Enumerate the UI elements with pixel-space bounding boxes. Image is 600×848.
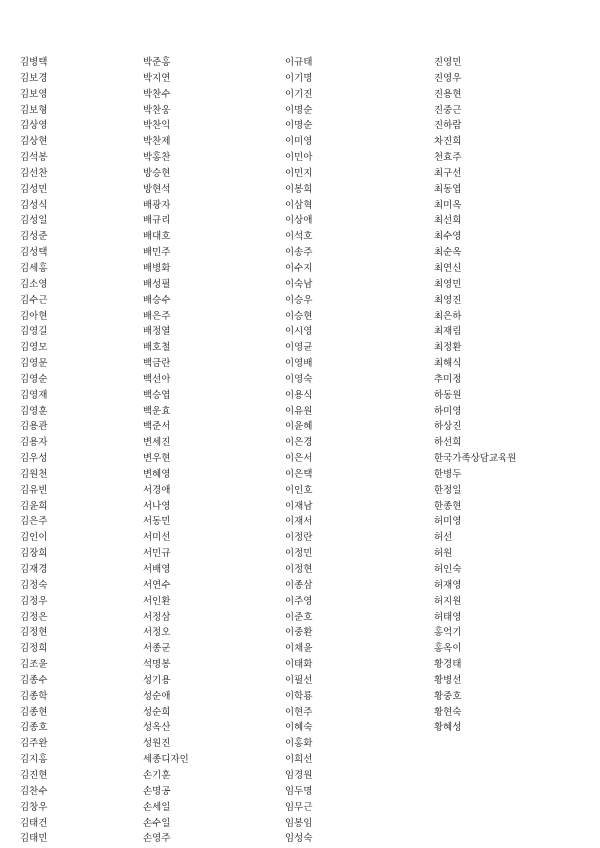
name-cell: 성원진 bbox=[143, 738, 171, 750]
name-cell: 최재림 bbox=[434, 326, 462, 338]
name-cell: 서미선 bbox=[143, 532, 171, 544]
name-cell: 한국가족상담교육원 bbox=[434, 453, 517, 465]
name-cell: 김종학 bbox=[20, 690, 48, 702]
name-cell: 김찬수 bbox=[20, 785, 48, 797]
name-cell: 김창우 bbox=[20, 801, 48, 813]
name-cell: 서정삼 bbox=[143, 611, 171, 623]
name-cell: 변세진 bbox=[143, 437, 171, 449]
name-cell: 김정은 bbox=[20, 611, 48, 623]
name-cell: 이준호 bbox=[285, 611, 313, 623]
table-row bbox=[0, 514, 600, 530]
name-cell: 진영우 bbox=[434, 72, 462, 84]
name-cell: 최순옥 bbox=[434, 247, 462, 259]
table-row bbox=[0, 324, 600, 340]
name-cell: 황중호 bbox=[434, 690, 462, 702]
name-cell: 이유원 bbox=[285, 405, 313, 417]
name-cell: 이삼혁 bbox=[285, 199, 313, 211]
name-cell: 성순애 bbox=[143, 690, 171, 702]
table-row bbox=[0, 435, 600, 451]
name-cell: 김석봉 bbox=[20, 152, 48, 164]
name-cell: 이학룡 bbox=[285, 690, 313, 702]
name-cell: 홍억기 bbox=[434, 627, 462, 639]
name-cell: 김세홍 bbox=[20, 262, 48, 274]
table-row bbox=[0, 578, 600, 594]
name-cell: 배호철 bbox=[143, 342, 171, 354]
name-cell: 이정란 bbox=[285, 532, 313, 544]
name-cell: 배광자 bbox=[143, 199, 171, 211]
name-cell: 한병두 bbox=[434, 468, 462, 480]
name-cell: 이윤혜 bbox=[285, 421, 313, 433]
name-cell: 김윤희 bbox=[20, 500, 48, 512]
name-cell: 허태영 bbox=[434, 611, 462, 623]
name-cell: 김용자 bbox=[20, 437, 48, 449]
name-cell: 이시영 bbox=[285, 326, 313, 338]
name-cell: 서민규 bbox=[143, 548, 171, 560]
name-cell: 허지원 bbox=[434, 595, 462, 607]
name-cell: 손세일 bbox=[143, 801, 171, 813]
name-cell: 하동원 bbox=[434, 389, 462, 401]
table-row bbox=[0, 356, 600, 372]
name-cell: 한종현 bbox=[434, 500, 462, 512]
name-cell: 이송주 bbox=[285, 247, 313, 259]
name-cell: 이종삼 bbox=[285, 579, 313, 591]
name-cell: 김선찬 bbox=[20, 167, 48, 179]
name-list bbox=[0, 55, 600, 847]
name-cell: 배은주 bbox=[143, 310, 171, 322]
name-cell: 백선아 bbox=[143, 373, 171, 385]
name-cell: 김종현 bbox=[20, 706, 48, 718]
name-cell: 서정오 bbox=[143, 627, 171, 639]
table-row bbox=[0, 673, 600, 689]
name-cell: 김상영 bbox=[20, 120, 48, 132]
table-row bbox=[0, 55, 600, 71]
table-row bbox=[0, 705, 600, 721]
name-cell: 이희선 bbox=[285, 754, 313, 766]
name-cell: 김조윤 bbox=[20, 659, 48, 671]
name-cell: 김성식 bbox=[20, 199, 48, 211]
table-row bbox=[0, 372, 600, 388]
table-row bbox=[0, 166, 600, 182]
name-cell: 이미영 bbox=[285, 136, 313, 148]
name-cell: 이민아 bbox=[285, 152, 313, 164]
name-cell: 백승엽 bbox=[143, 389, 171, 401]
name-cell: 석명봉 bbox=[143, 659, 171, 671]
name-cell: 배성필 bbox=[143, 278, 171, 290]
name-cell: 김영훈 bbox=[20, 405, 48, 417]
name-cell: 김영길 bbox=[20, 326, 48, 338]
name-cell: 박준홍 bbox=[143, 57, 171, 68]
name-cell: 차진희 bbox=[434, 136, 462, 148]
table-row bbox=[0, 467, 600, 483]
name-cell: 추미정 bbox=[434, 373, 462, 385]
name-cell: 세종디자인 bbox=[143, 754, 189, 766]
name-cell: 이중환 bbox=[285, 627, 313, 639]
name-cell: 진중근 bbox=[434, 104, 462, 116]
name-cell: 박찬제 bbox=[143, 136, 171, 148]
name-cell: 김성일 bbox=[20, 215, 48, 227]
name-cell: 김재경 bbox=[20, 564, 48, 575]
name-cell: 손수일 bbox=[143, 817, 171, 829]
name-cell: 배대호 bbox=[143, 231, 171, 243]
name-cell: 김종호 bbox=[20, 722, 48, 734]
name-cell: 허선 bbox=[434, 532, 453, 544]
name-cell: 김은주 bbox=[20, 516, 48, 528]
name-cell: 김주완 bbox=[20, 738, 48, 750]
name-cell: 임무근 bbox=[285, 801, 313, 813]
table-row bbox=[0, 689, 600, 705]
name-cell: 최은하 bbox=[434, 310, 462, 322]
table-row bbox=[0, 831, 600, 847]
name-cell: 이정현 bbox=[285, 564, 313, 575]
name-cell: 김아현 bbox=[20, 310, 48, 322]
name-cell: 이영숙 bbox=[285, 373, 313, 385]
table-row bbox=[0, 182, 600, 198]
name-cell: 하미영 bbox=[434, 405, 462, 417]
table-row bbox=[0, 388, 600, 404]
name-cell: 김정희 bbox=[20, 643, 48, 655]
name-cell: 이필선 bbox=[285, 674, 313, 686]
name-cell: 배병화 bbox=[143, 262, 171, 274]
name-cell: 이영균 bbox=[285, 342, 313, 354]
name-cell: 홍옥이 bbox=[434, 643, 462, 655]
name-cell: 임두명 bbox=[285, 785, 313, 797]
name-cell: 배정열 bbox=[143, 326, 171, 338]
name-cell: 박찬익 bbox=[143, 120, 171, 132]
name-cell: 배민주 bbox=[143, 247, 171, 259]
name-cell: 이명순 bbox=[285, 120, 313, 132]
name-cell: 최영민 bbox=[434, 278, 462, 290]
name-cell: 김보형 bbox=[20, 104, 48, 116]
name-cell: 김지홍 bbox=[20, 754, 48, 766]
table-row bbox=[0, 641, 600, 657]
table-row bbox=[0, 198, 600, 214]
name-cell: 김정숙 bbox=[20, 579, 48, 591]
table-row bbox=[0, 118, 600, 134]
table-row bbox=[0, 134, 600, 150]
name-cell: 이영배 bbox=[285, 358, 313, 370]
table-row bbox=[0, 657, 600, 673]
name-cell: 백금란 bbox=[143, 358, 171, 370]
table-row bbox=[0, 404, 600, 420]
name-cell: 이기명 bbox=[285, 72, 313, 84]
table-row bbox=[0, 610, 600, 626]
name-cell: 이석호 bbox=[285, 231, 313, 243]
name-cell: 이재서 bbox=[285, 516, 313, 528]
name-cell: 허미영 bbox=[434, 516, 462, 528]
name-cell: 하선희 bbox=[434, 437, 462, 449]
name-cell: 김태민 bbox=[20, 833, 48, 845]
name-cell: 김정우 bbox=[20, 595, 48, 607]
name-cell: 이규태 bbox=[285, 57, 313, 68]
name-cell: 김보경 bbox=[20, 72, 48, 84]
name-cell: 김성택 bbox=[20, 247, 48, 259]
name-cell: 김정현 bbox=[20, 627, 48, 639]
table-row bbox=[0, 293, 600, 309]
name-cell: 이상애 bbox=[285, 215, 313, 227]
table-row bbox=[0, 261, 600, 277]
table-row bbox=[0, 150, 600, 166]
name-cell: 최정환 bbox=[434, 342, 462, 354]
name-cell: 김종수 bbox=[20, 674, 48, 686]
name-cell: 이민지 bbox=[285, 167, 313, 179]
name-cell: 이용식 bbox=[285, 389, 313, 401]
name-cell: 진영민 bbox=[434, 57, 462, 68]
table-row bbox=[0, 213, 600, 229]
name-cell: 김영모 bbox=[20, 342, 48, 354]
name-cell: 배승수 bbox=[143, 294, 171, 306]
name-cell: 성기용 bbox=[143, 674, 171, 686]
name-cell: 백운효 bbox=[143, 405, 171, 417]
name-cell: 이은택 bbox=[285, 468, 313, 480]
name-cell: 김상현 bbox=[20, 136, 48, 148]
name-cell: 최연신 bbox=[434, 262, 462, 274]
name-cell: 손명공 bbox=[143, 785, 171, 797]
table-row bbox=[0, 277, 600, 293]
table-row bbox=[0, 483, 600, 499]
name-cell: 이숙남 bbox=[285, 278, 313, 290]
name-cell: 이승현 bbox=[285, 310, 313, 322]
name-cell: 김보영 bbox=[20, 88, 48, 100]
name-cell: 진용현 bbox=[434, 88, 462, 100]
table-row bbox=[0, 71, 600, 87]
name-cell: 김병택 bbox=[20, 57, 48, 68]
table-row bbox=[0, 800, 600, 816]
name-cell: 이홍화 bbox=[285, 738, 313, 750]
name-cell: 서연수 bbox=[143, 579, 171, 591]
name-cell: 김유빈 bbox=[20, 484, 48, 496]
name-cell: 김태건 bbox=[20, 817, 48, 829]
name-cell: 방현석 bbox=[143, 183, 171, 195]
name-cell: 최구선 bbox=[434, 167, 462, 179]
name-cell: 서나영 bbox=[143, 500, 171, 512]
name-cell: 김원천 bbox=[20, 468, 48, 480]
name-cell: 이태화 bbox=[285, 659, 313, 671]
name-cell: 김성준 bbox=[20, 231, 48, 243]
name-cell: 황병선 bbox=[434, 674, 462, 686]
name-cell: 서경애 bbox=[143, 484, 171, 496]
name-cell: 최미옥 bbox=[434, 199, 462, 211]
name-cell: 허원 bbox=[434, 548, 453, 560]
name-cell: 서인환 bbox=[143, 595, 171, 607]
name-cell: 김용관 bbox=[20, 421, 48, 433]
name-cell: 성옥산 bbox=[143, 722, 171, 734]
name-cell: 방승현 bbox=[143, 167, 171, 179]
name-cell: 이명순 bbox=[285, 104, 313, 116]
table-row bbox=[0, 594, 600, 610]
name-cell: 이재남 bbox=[285, 500, 313, 512]
name-cell: 김소영 bbox=[20, 278, 48, 290]
name-cell: 김우성 bbox=[20, 453, 48, 465]
name-cell: 최수영 bbox=[434, 231, 462, 243]
name-cell: 서종군 bbox=[143, 643, 171, 655]
name-cell: 이정민 bbox=[285, 548, 313, 560]
table-row bbox=[0, 87, 600, 103]
name-cell: 하상진 bbox=[434, 421, 462, 433]
name-cell: 서배영 bbox=[143, 564, 171, 575]
name-cell: 성순희 bbox=[143, 706, 171, 718]
name-cell: 이수지 bbox=[285, 262, 313, 274]
name-cell: 최해식 bbox=[434, 358, 462, 370]
name-cell: 박홍찬 bbox=[143, 152, 171, 164]
name-cell: 임성숙 bbox=[285, 833, 313, 845]
name-cell: 황혜성 bbox=[434, 722, 462, 734]
table-row bbox=[0, 720, 600, 736]
table-row bbox=[0, 419, 600, 435]
name-cell: 천효주 bbox=[434, 152, 462, 164]
name-cell: 김영문 bbox=[20, 358, 48, 370]
name-cell: 허재영 bbox=[434, 579, 462, 591]
table-row bbox=[0, 245, 600, 261]
name-cell: 황경태 bbox=[434, 659, 462, 671]
table-row bbox=[0, 736, 600, 752]
name-cell: 이인호 bbox=[285, 484, 313, 496]
name-cell: 김영재 bbox=[20, 389, 48, 401]
table-row bbox=[0, 229, 600, 245]
name-cell: 황현숙 bbox=[434, 706, 462, 718]
name-cell: 김영순 bbox=[20, 373, 48, 385]
table-row bbox=[0, 768, 600, 784]
name-cell: 최동엽 bbox=[434, 183, 462, 195]
name-cell: 배규리 bbox=[143, 215, 171, 227]
name-cell: 최영진 bbox=[434, 294, 462, 306]
table-row bbox=[0, 816, 600, 832]
table-row bbox=[0, 340, 600, 356]
name-cell: 허인숙 bbox=[434, 564, 462, 575]
name-cell: 박찬수 bbox=[143, 88, 171, 100]
name-cell: 진하람 bbox=[434, 120, 462, 132]
name-cell: 서동민 bbox=[143, 516, 171, 528]
table-row bbox=[0, 499, 600, 515]
table-row bbox=[0, 752, 600, 768]
name-cell: 한정일 bbox=[434, 484, 462, 496]
name-cell: 이은경 bbox=[285, 437, 313, 449]
table-row bbox=[0, 784, 600, 800]
name-cell: 임봉임 bbox=[285, 817, 313, 829]
name-cell: 이주영 bbox=[285, 595, 313, 607]
table-row bbox=[0, 530, 600, 546]
name-cell: 이봉희 bbox=[285, 183, 313, 195]
name-cell: 이혜숙 bbox=[285, 722, 313, 734]
name-cell: 박찬웅 bbox=[143, 104, 171, 116]
name-cell: 손기훈 bbox=[143, 769, 171, 781]
table-row bbox=[0, 451, 600, 467]
name-cell: 손영주 bbox=[143, 833, 171, 845]
name-cell: 박지연 bbox=[143, 72, 171, 84]
name-cell: 이기진 bbox=[285, 88, 313, 100]
name-cell: 변우현 bbox=[143, 453, 171, 465]
name-cell: 변혜영 bbox=[143, 468, 171, 480]
table-row bbox=[0, 103, 600, 119]
table-row bbox=[0, 546, 600, 562]
table-row bbox=[0, 562, 600, 578]
name-cell: 이은서 bbox=[285, 453, 313, 465]
table-row bbox=[0, 309, 600, 325]
name-cell: 이현주 bbox=[285, 706, 313, 718]
table-row bbox=[0, 625, 600, 641]
name-cell: 이채윤 bbox=[285, 643, 313, 655]
name-cell: 김인이 bbox=[20, 532, 48, 544]
name-cell: 백준서 bbox=[143, 421, 171, 433]
name-cell: 임경원 bbox=[285, 769, 313, 781]
name-cell: 김성민 bbox=[20, 183, 48, 195]
name-cell: 김수근 bbox=[20, 294, 48, 306]
name-cell: 이승우 bbox=[285, 294, 313, 306]
name-cell: 김장희 bbox=[20, 548, 48, 560]
name-cell: 김진현 bbox=[20, 769, 48, 781]
name-cell: 최선희 bbox=[434, 215, 462, 227]
